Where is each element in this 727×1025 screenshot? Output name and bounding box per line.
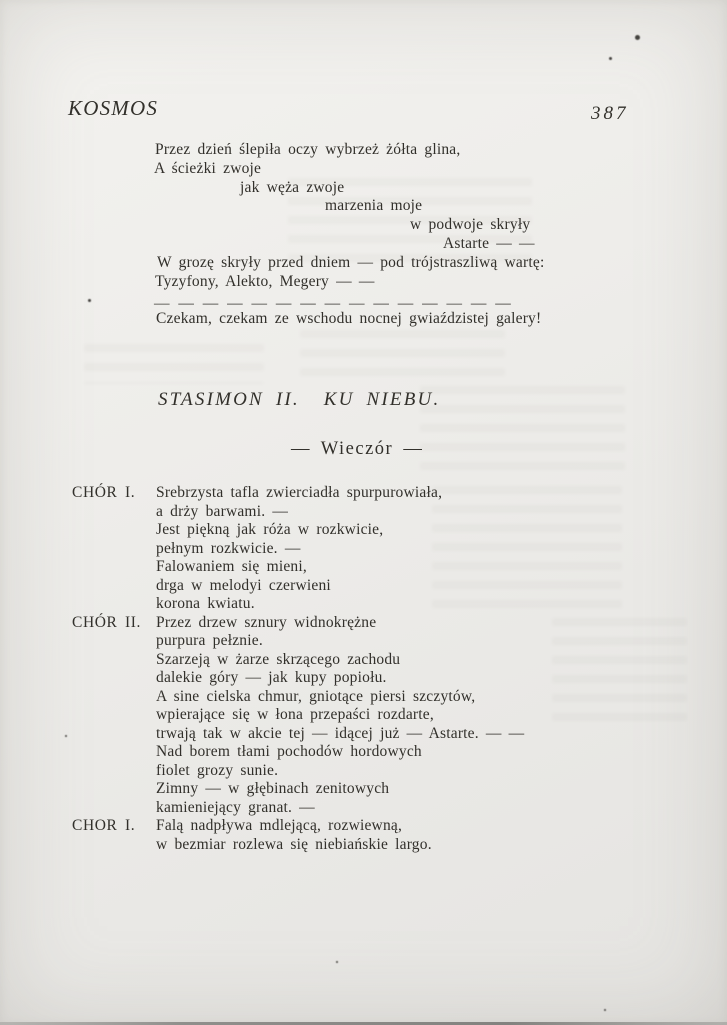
stanza-line: w podwoje skryły: [410, 216, 531, 234]
stanza-line: marzenia moje: [325, 197, 423, 215]
stanza-line: Przez dzień ślepiła oczy wybrzeż żółta glina,: [155, 141, 461, 158]
chorus-line: pełnym rozkwicie. —: [156, 539, 301, 557]
bleed-through-ghost: [420, 386, 625, 474]
chorus-block: [72, 484, 592, 854]
chorus-section: [72, 484, 592, 614]
stanza-line: W grozę skryły przed dniem — pod trójstraszliwą wartę:: [157, 253, 545, 271]
section-title: STASIMON II. KU NIEBU.: [158, 389, 441, 410]
stanza-line: jak węża zwoje: [240, 178, 345, 196]
ink-speck: [65, 735, 67, 737]
chorus-line: drga w melodyi czerwieni: [156, 576, 331, 594]
bleed-through-ghost: [300, 330, 505, 376]
chorus-label: CHÓR II.: [72, 613, 141, 631]
chorus-section: [72, 817, 592, 854]
ink-speck: [88, 299, 91, 302]
ink-speck: [635, 35, 640, 40]
chorus-line: purpura pełznie.: [156, 632, 263, 649]
stanza-line: Astarte — —: [443, 234, 535, 252]
chorus-line: dalekie góry — jak kupy popiołu.: [156, 669, 387, 686]
chorus-line: trwają tak w akcie tej — idącej już — Astarte. — —: [156, 724, 525, 742]
ink-speck: [336, 961, 338, 963]
chorus-line: Falowaniem się mieni,: [156, 558, 307, 575]
chorus-line: a drży barwami. —: [156, 502, 289, 520]
chorus-line: korona kwiatu.: [156, 595, 255, 612]
stanza-line: Tyzyfony, Alekto, Megery — —: [155, 272, 375, 290]
chorus-line: Srebrzysta tafla zwierciadła spurpurowiała,: [156, 484, 443, 501]
ink-speck: [604, 1009, 606, 1011]
opening-stanza: [154, 141, 594, 329]
chorus-line: kamieniejący granat. —: [156, 798, 315, 816]
stanza-line: A ścieżki zwoje: [154, 159, 262, 177]
chorus-line: Szarzeją w żarze skrzącego zachodu: [156, 650, 401, 668]
chorus-line: Jest piękną jak róża w rozkwicie,: [156, 521, 384, 538]
bleed-through-ghost: [84, 344, 264, 384]
chorus-line: A sine cielska chmur, gniotące piersi szczytów,: [156, 687, 476, 705]
stanza-separator: — — — — — — — — — — — — — — —: [154, 295, 511, 313]
chorus-line: w bezmiar rozlewa się niebiańskie largo.: [156, 835, 432, 853]
running-header-title: KOSMOS: [68, 96, 159, 120]
chorus-label: CHOR I.: [72, 817, 136, 834]
chorus-line: Nad borem tłami pochodów hordowych: [156, 743, 422, 760]
chorus-line: wpierające się w łona przepaści rozdarte,: [156, 706, 434, 723]
chorus-line: Falą nadpływa mdlejącą, rozwiewną,: [156, 817, 403, 834]
chorus-line: Przez drzew sznury widnokrężne: [156, 613, 377, 631]
page-number: 387: [591, 103, 629, 124]
ink-speck: [609, 57, 612, 60]
chorus-section: [72, 614, 592, 818]
chorus-line: fiolet grozy sunie.: [156, 761, 279, 779]
stanza-line: Czekam, czekam ze wschodu nocnej gwiaździstej galery!: [156, 310, 542, 328]
chorus-line: Zimny — w głębinach zenitowych: [156, 780, 390, 797]
section-subtitle: — Wieczór —: [291, 439, 424, 459]
chorus-label: CHÓR I.: [72, 484, 136, 501]
